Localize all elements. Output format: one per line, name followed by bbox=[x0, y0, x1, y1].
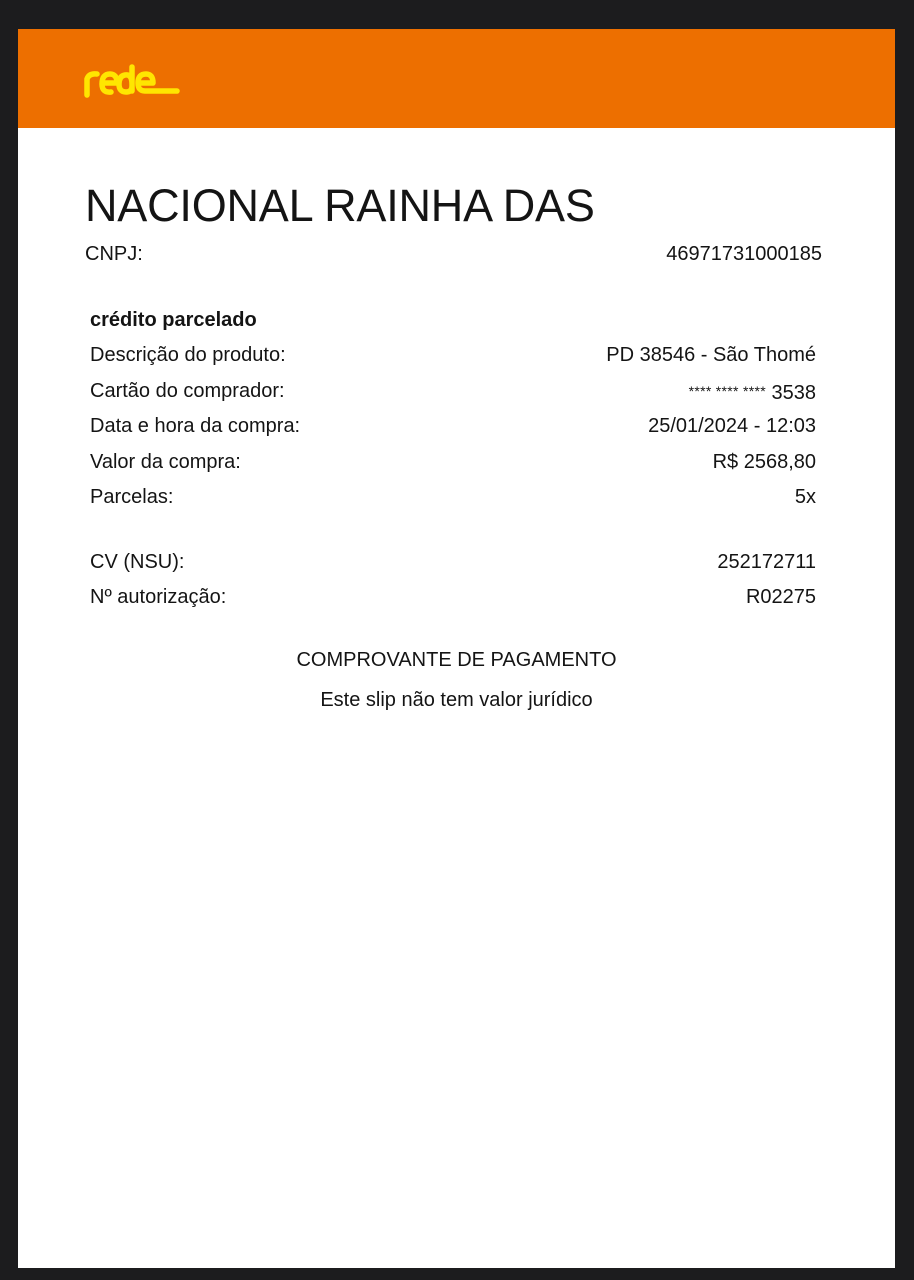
detail-label: Nº autorização: bbox=[90, 586, 227, 608]
detail-row-datetime bbox=[90, 412, 816, 448]
detail-value: R02275 bbox=[745, 586, 816, 608]
detail-label: Cartão do comprador: bbox=[90, 379, 285, 402]
spacer bbox=[90, 519, 816, 548]
transaction-details bbox=[90, 306, 816, 619]
brand-header bbox=[18, 29, 895, 128]
detail-value: R$ 2568,80 bbox=[712, 450, 816, 473]
transaction-type: crédito parcelado bbox=[90, 309, 257, 331]
detail-value: 5x bbox=[794, 486, 816, 508]
detail-label: CV (NSU): bbox=[90, 550, 185, 573]
detail-label: Data e hora da compra: bbox=[90, 415, 301, 437]
card-number bbox=[689, 377, 816, 413]
card-mask: **** **** **** bbox=[688, 382, 766, 399]
cnpj-row bbox=[85, 243, 822, 266]
detail-label: Valor da compra: bbox=[90, 450, 241, 473]
detail-value: PD 38546 - São Thomé bbox=[606, 344, 816, 366]
rede-logo-icon bbox=[82, 59, 182, 103]
receipt-title: COMPROVANTE DE PAGAMENTO bbox=[296, 649, 617, 671]
detail-label: Descrição do produto: bbox=[90, 344, 286, 366]
legal-note: Este slip não tem valor jurídico bbox=[320, 689, 593, 711]
detail-label: Parcelas: bbox=[90, 486, 174, 508]
detail-row-product bbox=[90, 341, 816, 377]
detail-row-card bbox=[90, 377, 816, 413]
detail-row-installments bbox=[90, 483, 816, 519]
card-last-digits: 3538 bbox=[771, 381, 816, 404]
detail-row-nsu bbox=[90, 548, 816, 584]
detail-value: 25/01/2024 - 12:03 bbox=[648, 415, 816, 437]
cnpj-label: CNPJ: bbox=[85, 243, 143, 265]
detail-value: 252172711 bbox=[717, 550, 816, 573]
receipt-page bbox=[18, 29, 895, 1268]
cnpj-value: 46971731000185 bbox=[666, 243, 822, 265]
merchant-name: NACIONAL RAINHA DAS bbox=[85, 180, 595, 231]
detail-row-authorization bbox=[90, 583, 816, 619]
detail-row-amount bbox=[90, 448, 816, 484]
